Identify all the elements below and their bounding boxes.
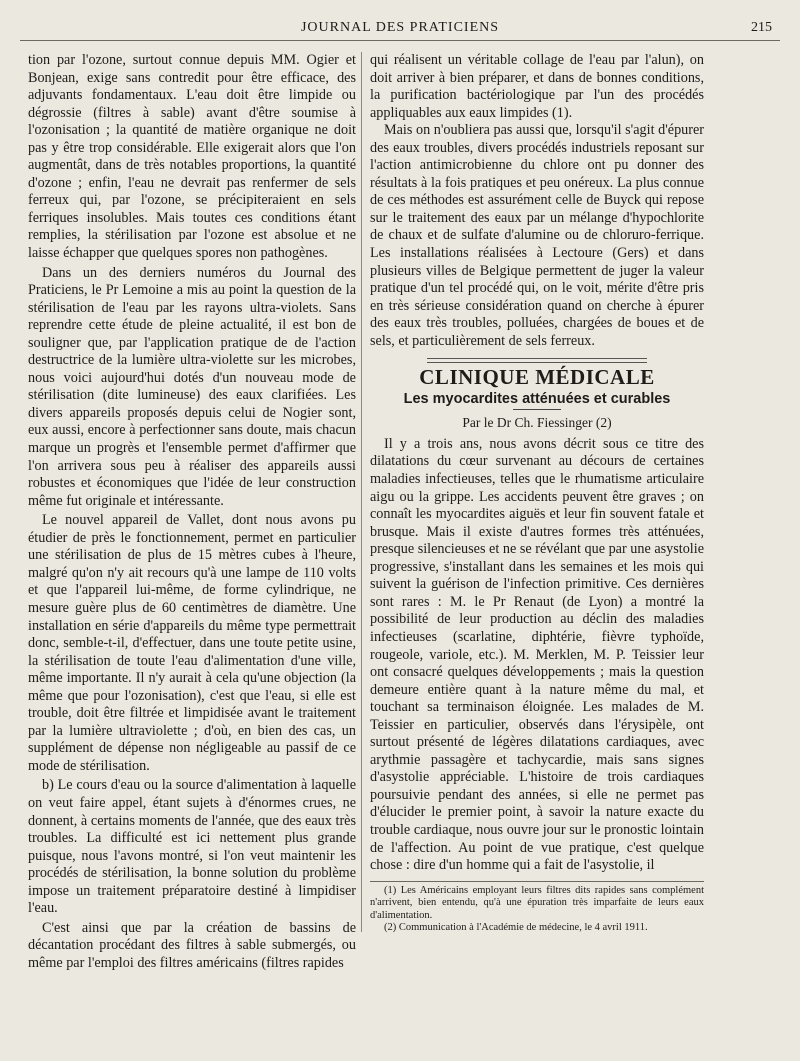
running-header	[20, 18, 780, 41]
title-rule	[513, 409, 561, 410]
paragraph: C'est ainsi que par la création de bassins de décantation procédant des filtres à sable submergés, ou même par l'emploi des filtres américains (filtres rapides	[28, 919, 356, 971]
paragraph: Le nouvel appareil de Vallet, dont nous avons pu étudier de près le fonctionnement, permet en particulier une stérilisation de plus de 15 mètres cubes à l'heure, malgré qu'on n'y ait recours qu'à une lampe de 110 volts et que l'appareil lui-même, de forme cylindrique, ne mesure guère plus de 60 centimètres de diamètre. Une installation en série d'appareils du même type permettrait donc, semble-t-il, d'effectuer, dans une toute petite usine, la stérilisation de toute l'eau d'alimentation d'une ville, même importante. Il n'y aurait à cela qu'une objection (la même que pour l'ozonisation), c'est que l'eau, si elle est trouble, doit être filtrée et limpidisée avant le traitement par la lumière ultraviolette ; d'où, en bien des cas, un supplément de dépense non négligeable au passif de ce mode de stérilisation.	[28, 512, 356, 774]
running-title: JOURNAL DES PRATICIENS	[300, 20, 500, 35]
footnote: (1) Les Américains employant leurs filtres dits rapides sans complément n'arrivent, bien entendu, qu'à une épuration très imparfaite de leurs eaux d'alimentation.	[370, 884, 704, 921]
paragraph: b) Le cours d'eau ou la source d'alimentation à laquelle on veut faire appel, étant sujets à d'énormes crues, ne donnent, à certains moments de l'année, que des eaux très troubles. La difficulté est ici nettement plus grande puisque, nous l'avons montré, si l'on veut maintenir les procédés de stérilisation, la bonne solution du problème impose un traitement préparatoire destiné à limpidiser l'eau.	[28, 777, 356, 917]
paragraph: Dans un des derniers numéros du Journal des Praticiens, le Pr Lemoine a mis au point la question de la stérilisation de l'eau par les rayons ultra-violets. Sans reprendre cette étude de pleine actualité, il est bon de souligner que, par l'application pratique de de l'action destructrice de la lumière ultra-violette sur les microbes, nous voici aujourd'hui dotés d'un nouveau mode de stérilisation (dite lumineuse) des eaux clarifiées. Les divers appareils proposés depuis celui de Nogier sont, eux aussi, encore à perfectionner sans doute, mais chacun marque un progrès et l'ensemble permet d'affirmer que l'on arrivera sous peu à réaliser des appareils aussi robustes et économiques que l'idée de leur construction même fut originale et intéressante.	[28, 264, 356, 509]
footnote-divider	[370, 881, 704, 882]
footnote: (2) Communication à l'Académie de médecine, le 4 avril 1911.	[384, 922, 648, 934]
byline: Par le Dr Ch. Fiessinger (2)	[462, 415, 612, 431]
right-column	[370, 52, 704, 935]
paragraph: qui réalisent un véritable collage de l'eau par l'alun), on doit arriver à bien préparer, et dans de bonnes conditions, la purification bactériologique par l'un des procédés appliquables aux eaux limpides (1).	[370, 52, 704, 121]
left-column	[28, 52, 356, 972]
article-title: Les myocardites atténuées et curables	[403, 390, 671, 407]
paragraph: Il y a trois ans, nous avons décrit sous ce titre des dilatations du cœur survenant au décours de certaines maladies infectieuses, telles que le rhumatisme articulaire aigu ou la grippe. Les accidents peuvent être graves ; on connaît les myocardites aiguës et leur fin souvent fatale et brusque. Mais il existe d'autres formes très atténuées, presque silencieuses et ne se révélant que par une asystolie progressive, s'installant dans les semaines et les mois qui suivent la guérison de l'infection primitive. Ces dernières sont rares : M. le Pr Renaut (de Lyon) a montré la possibilité de leur production au déclin des maladies infectieuses (scarlatine, diphtérie, fièvre typhoïde, rougeole, variole, etc.). M. Merklen, M. P. Teissier leur ont consacré quelques développements ; mais la question demeure entière quant à la nature même du mal, et touchant sa terminaison éloignée. Les malades de M. Teissier en particulier, observés dans l'érysipèle, ont surtout présenté de légères dilatations cardiaques, avec arythmie passagère et tachycardie, mais sans signes d'asystolie appréciable. L'histoire de trois cardiaques poursuivie pendant des années, si elle ne permet pas d'élucider le premier point, à savoir la nature exacte du trouble cardiaque, nous ouvre jour sur le pronostic lointain de l'affection. Au point de vue pratique, c'est quelque chose : dire d'un homme qui a fait de l'asystolie, il	[370, 435, 704, 874]
section-divider	[427, 358, 647, 363]
column-divider	[361, 52, 362, 932]
paragraph: Mais on n'oubliera pas aussi que, lorsqu'il s'agit d'épurer des eaux troubles, divers procédés industriels reposant sur l'action antimicrobienne du chlore ont pu donner des résultats à la fois pratiques et peu onéreux. La plus connue de ces méthodes est assurément celle de Buyck qui repose sur le traitement des eaux par un mélange d'hypochlorite de chaux et de sulfate d'alumine ou de chloruro-ferrique. Les installations réalisées à Lectoure (Gers) et dans plusieurs villes de Belgique permettent de juger la valeur pratique d'un tel procédé qui, on le voit, mérite d'être pris en très sérieuse considération quand on cherche à épurer des eaux très troubles, polluées, chargées de boues et de sels, et particulièrement de sels ferreux.	[370, 122, 704, 349]
page-number: 215	[751, 20, 772, 35]
paragraph: tion par l'ozone, surtout connue depuis MM. Ogier et Bonjean, exige sans contredit pour être efficace, des adjuvants fondamentaux. L'eau doit être limpide ou dégrossie (filtres à sable) avant d'être soumise à l'ozonisation ; la quantité de matière organique ne doit pas y être trop considérable. Elle exigerait alors que l'on augmentât, dans de très notables proportions, la quantité d'ozone ; enfin, l'eau ne devrait pas renfermer de sels ferreux qui, par l'ozone, se précipiteraient en sels ferriques insolubles. Mais toutes ces conditions étant remplies, la stérilisation par l'ozone est absolue et ne laisse échapper que quelques spores non pathogènes.	[28, 52, 356, 262]
section-heading: CLINIQUE MÉDICALE	[419, 365, 655, 390]
